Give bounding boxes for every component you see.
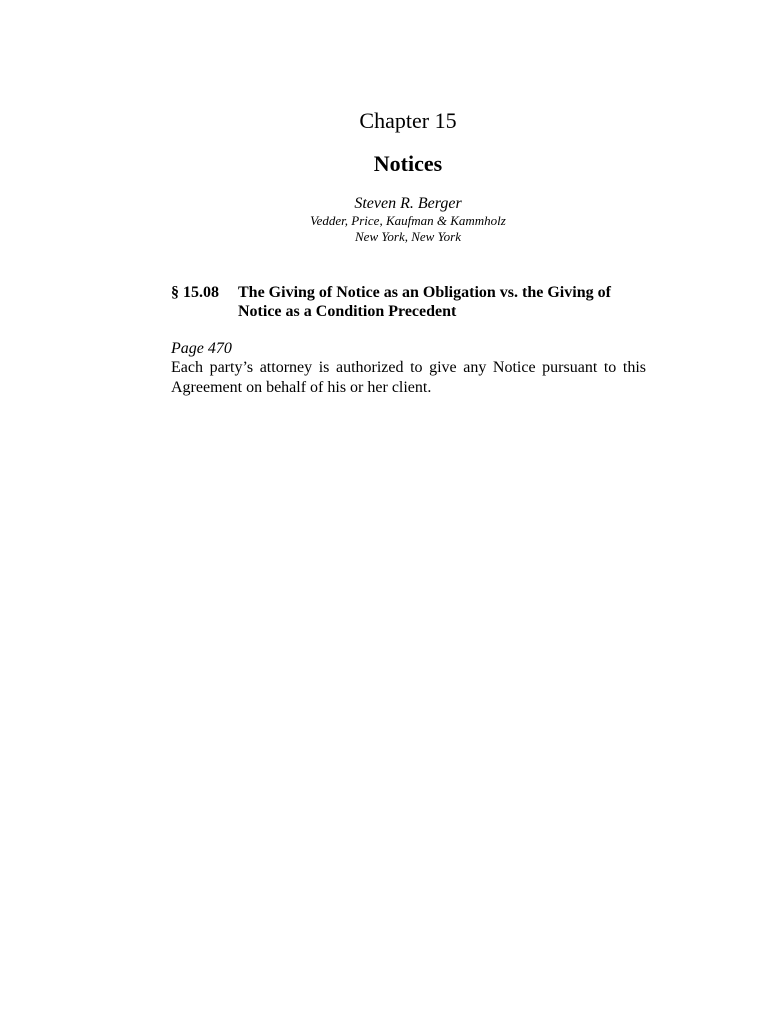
author-firm: Vedder, Price, Kaufman & Kammholz <box>310 213 506 228</box>
author-name: Steven R. Berger <box>354 195 462 212</box>
section-title: The Giving of Notice as an Obligation vs. the Giving of Notice as a Condition Precedent <box>238 284 611 320</box>
section-number: § 15.08 <box>171 284 219 301</box>
body-paragraph: Each party’s attorney is authorized to give any Notice pursuant to this Agreement on behalf of his or her client. <box>171 359 646 396</box>
page-reference: Page 470 <box>171 340 232 357</box>
chapter-number: Chapter 15 <box>359 108 457 133</box>
chapter-title: Notices <box>373 151 443 176</box>
author-location: New York, New York <box>355 229 461 244</box>
